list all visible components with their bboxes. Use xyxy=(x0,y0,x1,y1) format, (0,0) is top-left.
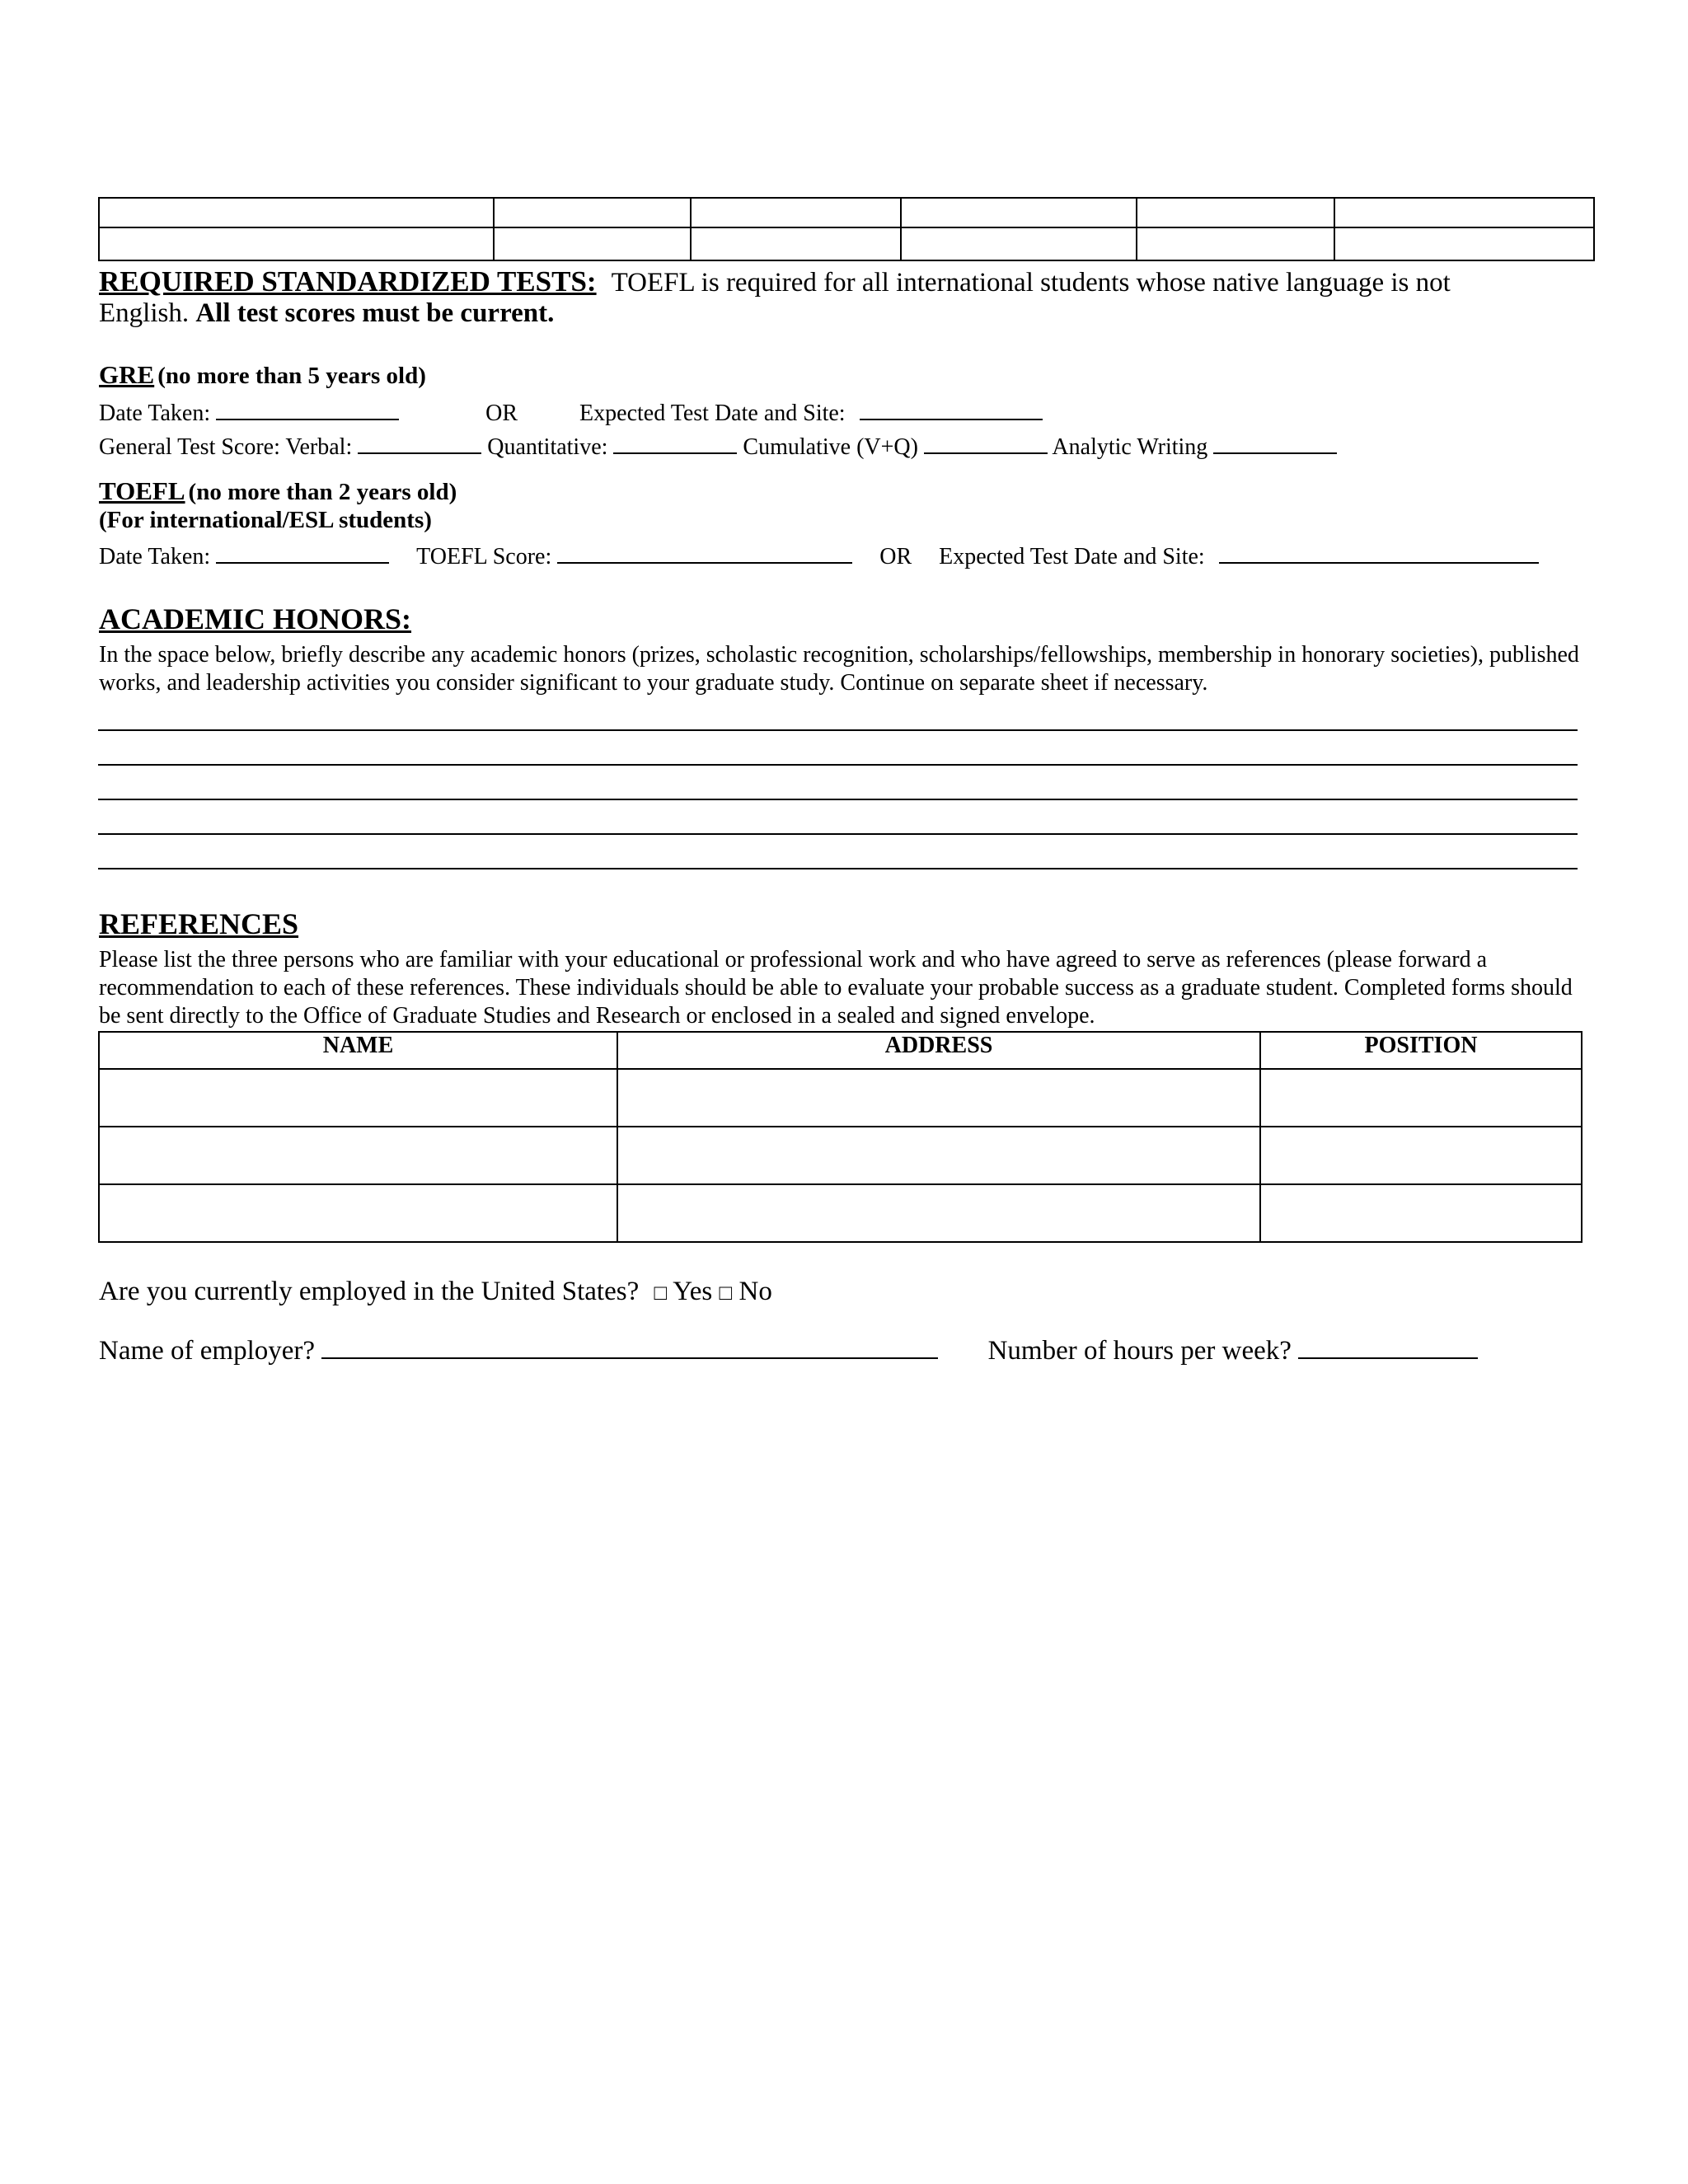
toefl-score-field[interactable] xyxy=(557,541,852,564)
gre-verbal-field[interactable] xyxy=(358,431,481,454)
toefl-date-line xyxy=(99,541,1539,571)
reference-address-cell[interactable] xyxy=(617,1184,1260,1242)
employer-label: Name of employer? xyxy=(99,1336,316,1366)
gre-title-line xyxy=(99,360,426,390)
toefl-date-label: Date Taken: xyxy=(99,544,211,569)
gre-quant-label: Quantitative: xyxy=(487,434,608,460)
top-table-cell[interactable] xyxy=(1137,198,1334,227)
reference-name-cell[interactable] xyxy=(99,1184,617,1242)
tests-intro: TOEFL is required for all international students whose native language is not xyxy=(611,268,1451,298)
top-table-cell[interactable] xyxy=(901,198,1137,227)
hours-label: Number of hours per week? xyxy=(987,1336,1292,1366)
gre-analytic-label: Analytic Writing xyxy=(1052,434,1208,460)
toefl-or: OR xyxy=(879,544,912,569)
tests-heading: REQUIRED STANDARDIZED TESTS: xyxy=(99,265,597,298)
col-name-header: NAME xyxy=(99,1032,617,1069)
references-heading: REFERENCES xyxy=(99,907,299,940)
gre-score-line xyxy=(99,431,1337,462)
table-row xyxy=(99,1127,1582,1184)
toefl-date-field[interactable] xyxy=(216,541,389,564)
col-address-header: ADDRESS xyxy=(617,1032,1260,1069)
gre-quant-field[interactable] xyxy=(613,431,737,454)
hours-field[interactable] xyxy=(1298,1333,1478,1359)
table-row xyxy=(99,1184,1582,1242)
top-table-cell[interactable] xyxy=(901,227,1137,260)
tests-intro-cont: English. xyxy=(99,298,190,328)
top-table-cell[interactable] xyxy=(1137,227,1334,260)
reference-position-cell[interactable] xyxy=(1260,1069,1582,1127)
reference-address-cell[interactable] xyxy=(617,1069,1260,1127)
honors-line[interactable] xyxy=(98,868,1578,869)
yes-label: Yes xyxy=(673,1277,713,1306)
toefl-note: (no more than 2 years old) xyxy=(188,479,457,505)
yes-checkbox[interactable]: □ xyxy=(654,1281,668,1305)
gre-verbal-label: General Test Score: Verbal: xyxy=(99,434,353,460)
gre-expected-field[interactable] xyxy=(860,397,1043,420)
top-table-cell[interactable] xyxy=(1334,227,1594,260)
tests-intro-bold: All test scores must be current. xyxy=(195,298,555,328)
employer-field[interactable] xyxy=(321,1333,938,1359)
tests-line-2 xyxy=(99,298,554,329)
gre-note: (no more than 5 years old) xyxy=(157,363,426,389)
gre-date-label: Date Taken: xyxy=(99,401,211,426)
references-table xyxy=(98,1031,1582,1243)
gre-cumulative-field[interactable] xyxy=(924,431,1048,454)
gre-cumulative-label: Cumulative (V+Q) xyxy=(743,434,918,460)
top-table-cell[interactable] xyxy=(99,227,494,260)
toefl-title: TOEFL xyxy=(99,476,185,505)
col-position-header: POSITION xyxy=(1260,1032,1582,1069)
table-row xyxy=(99,1069,1582,1127)
honors-line[interactable] xyxy=(98,799,1578,800)
top-table xyxy=(98,197,1595,261)
reference-position-cell[interactable] xyxy=(1260,1184,1582,1242)
employment-question-line xyxy=(99,1277,772,1307)
reference-name-cell[interactable] xyxy=(99,1069,617,1127)
honors-text: In the space below, briefly describe any academic honors (prizes, scholastic recognition, scholarships/fellowships, membership in honorary societies), published works, and leadership activities you consider significant to your graduate study. Continue on separate sheet if necessary. xyxy=(99,642,1579,696)
top-table-cell[interactable] xyxy=(1334,198,1594,227)
reference-address-cell[interactable] xyxy=(617,1127,1260,1184)
top-table-cell[interactable] xyxy=(494,198,691,227)
gre-title: GRE xyxy=(99,360,155,389)
employment-question: Are you currently employed in the United States? xyxy=(99,1277,640,1306)
top-table-cell[interactable] xyxy=(691,198,901,227)
top-table-cell[interactable] xyxy=(494,227,691,260)
no-label: No xyxy=(738,1277,772,1306)
reference-position-cell[interactable] xyxy=(1260,1127,1582,1184)
honors-line[interactable] xyxy=(98,729,1578,731)
no-checkbox[interactable]: □ xyxy=(719,1281,733,1305)
tests-line-1 xyxy=(99,265,1451,298)
honors-line[interactable] xyxy=(98,833,1578,835)
toefl-note2: (For international/ESL students) xyxy=(99,507,432,533)
gre-expected-label: Expected Test Date and Site: xyxy=(579,401,846,426)
toefl-expected-field[interactable] xyxy=(1219,541,1539,564)
employer-line xyxy=(99,1333,1478,1366)
toefl-title-line xyxy=(99,476,457,506)
toefl-expected-label: Expected Test Date and Site: xyxy=(939,544,1205,569)
honors-heading: ACADEMIC HONORS: xyxy=(99,602,412,635)
honors-line[interactable] xyxy=(98,764,1578,766)
toefl-score-label: TOEFL Score: xyxy=(416,544,552,569)
gre-or: OR xyxy=(485,401,518,426)
gre-date-line xyxy=(99,397,1043,428)
top-table-cell[interactable] xyxy=(691,227,901,260)
gre-analytic-field[interactable] xyxy=(1213,431,1337,454)
top-table-cell[interactable] xyxy=(99,198,494,227)
gre-date-field[interactable] xyxy=(216,397,399,420)
references-text: Please list the three persons who are familiar with your educational or professional work and who have agreed to serve as references (please forward a recommendation to each of these references. These individuals should be able to evaluate your probable success as a graduate student. Completed forms should be sent directly to the Office of Graduate Studies and Research or enclosed in a sealed and signed envelope. xyxy=(99,947,1573,1029)
reference-name-cell[interactable] xyxy=(99,1127,617,1184)
